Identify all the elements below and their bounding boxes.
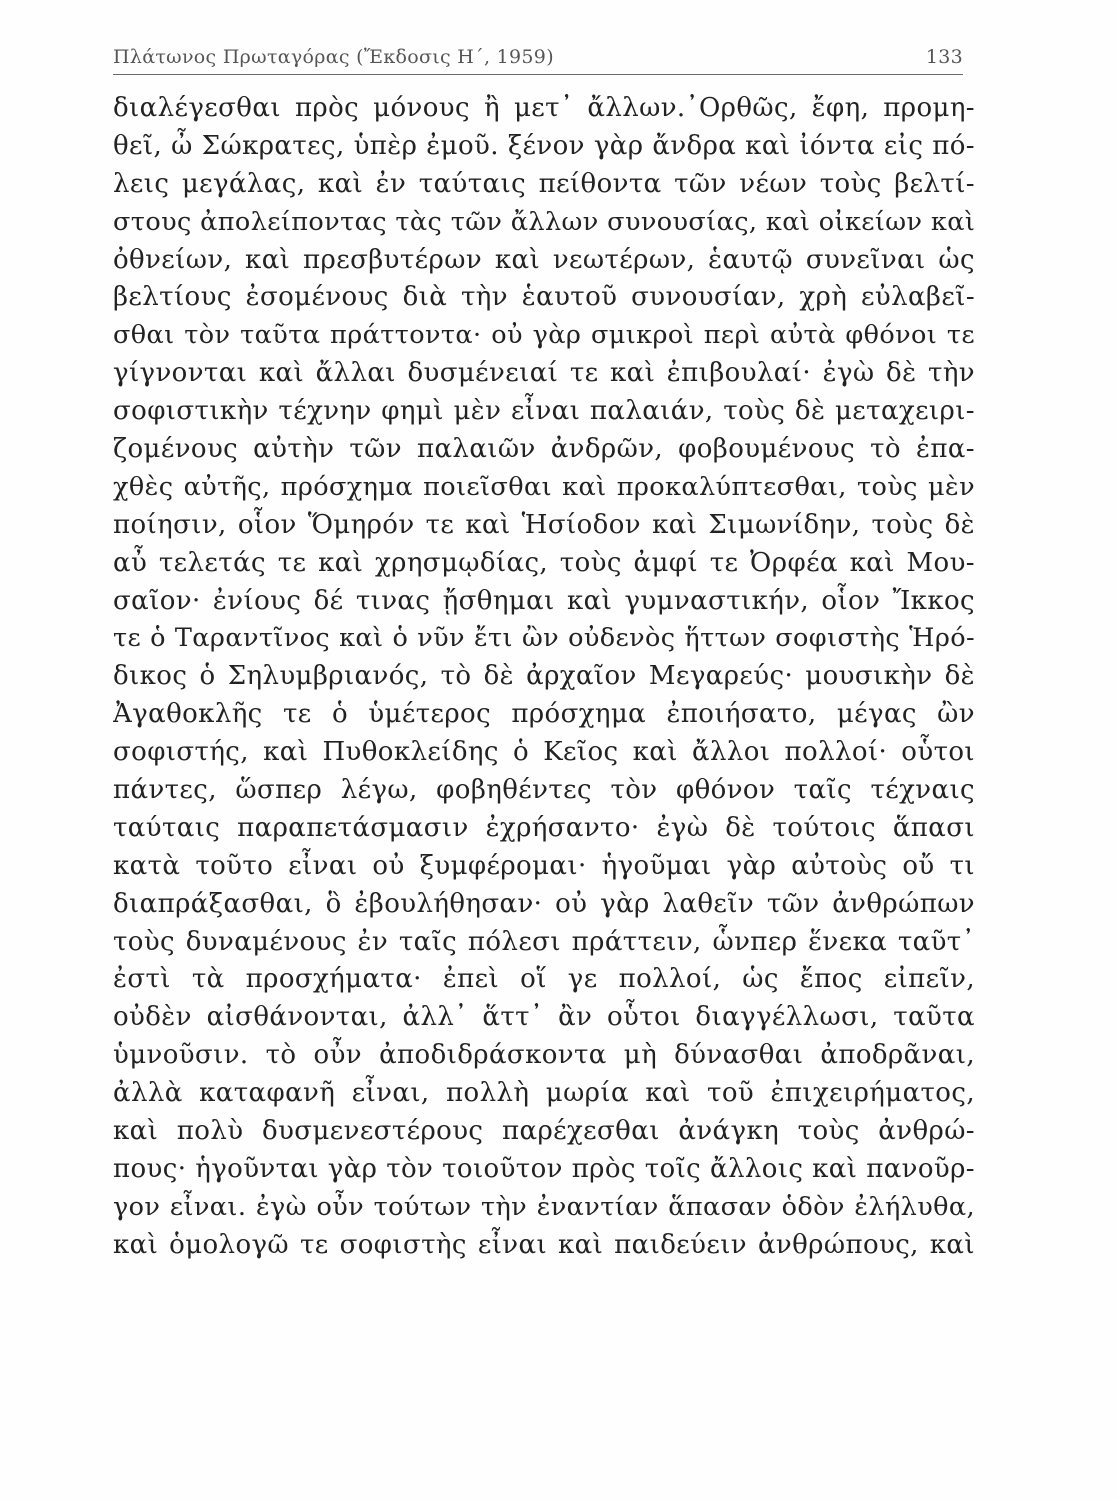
text-line: πους· ἡγοῦνται γὰρ τὸν τοιοῦτον πρὸς τοῖς ἄλλοις καὶ πανοῦρ- — [113, 1153, 975, 1184]
text-line: σαῖον· ἐνίους δέ τινας ᾔσθημαι καὶ γυμναστικήν, οἷον Ἴκκος — [113, 585, 975, 616]
text-line: λεις μεγάλας, καὶ ἐν ταύταις πείθοντα τῶν νέων τοὺς βελτί- — [113, 168, 975, 199]
text-line: γίγνονται καὶ ἄλλαι δυσμένειαί τε καὶ ἐπιβουλαί· ἐγὼ δὲ τὴν — [113, 358, 975, 389]
text-line: σθαι τὸν ταῦτα πράττοντα· οὐ γὰρ σμικροὶ περὶ αὐτὰ φθόνοι τε — [113, 320, 975, 351]
text-line: διαπράξασθαι, ὃ ἐβουλήθησαν· οὐ γὰρ λαθεῖν τῶν ἀνθρώπων — [113, 888, 975, 919]
text-line: κατὰ τοῦτο εἶναι οὐ ξυμφέρομαι· ἡγοῦμαι γὰρ αὐτοὺς οὔ τι — [113, 850, 975, 881]
text-line: σοφιστής, καὶ Πυθοκλείδης ὁ Κεῖος καὶ ἄλλοι πολλοί· οὗτοι — [113, 737, 975, 768]
running-header — [113, 40, 963, 75]
text-line: ὑμνοῦσιν. τὸ οὖν ἀποδιδράσκοντα μὴ δύνασθαι ἀποδρᾶναι, — [113, 1040, 975, 1071]
text-line: τοὺς δυναμένους ἐν ταῖς πόλεσι πράττειν, ὧνπερ ἕνεκα ταῦτ᾽ — [113, 926, 975, 957]
text-line: σοφιστικὴν τέχνην φημὶ μὲν εἶναι παλαιάν, τοὺς δὲ μεταχειρι- — [113, 396, 975, 427]
header-title: Πλάτωνος Πρωταγόρας (Ἔκδοσις Η΄, 1959) — [113, 46, 554, 68]
text-line: καὶ ὁμολογῶ τε σοφιστὴς εἶναι καὶ παιδεύειν ἀνθρώπους, καὶ — [113, 1229, 975, 1260]
text-line: τε ὁ Ταραντῖνος καὶ ὁ νῦν ἔτι ὢν οὐδενὸς ἥττων σοφιστὴς Ἡρό- — [113, 623, 975, 654]
text-line: βελτίους ἐσομένους διὰ τὴν ἑαυτοῦ συνουσίαν, χρὴ εὐλαβεῖ- — [113, 282, 975, 313]
text-line: ἐστὶ τὰ προσχήματα· ἐπεὶ οἵ γε πολλοί, ὡς ἔπος εἰπεῖν, — [113, 964, 975, 995]
text-line: ταύταις παραπετάσμασιν ἐχρήσαντο· ἐγὼ δὲ τούτοις ἅπασι — [113, 812, 975, 843]
text-line: πάντες, ὥσπερ λέγω, φοβηθέντες τὸν φθόνον ταῖς τέχναις — [113, 775, 975, 806]
text-line: δικος ὁ Σηλυμβριανός, τὸ δὲ ἀρχαῖον Μεγαρεύς· μουσικὴν δὲ — [113, 661, 975, 692]
page-number: 133 — [925, 46, 963, 68]
text-line: ὀθνείων, καὶ πρεσβυτέρων καὶ νεωτέρων, ἑαυτῷ συνεῖναι ὡς — [113, 244, 975, 275]
text-line: καὶ πολὺ δυσμενεστέρους παρέχεσθαι ἀνάγκη τοὺς ἀνθρώ- — [113, 1116, 975, 1147]
text-line: ποίησιν, οἷον Ὅμηρόν τε καὶ Ἡσίοδον καὶ Σιμωνίδην, τοὺς δὲ — [113, 509, 975, 540]
text-line: θεῖ, ὦ Σώκρατες, ὑπὲρ ἐμοῦ. ξένον γὰρ ἄνδρα καὶ ἰόντα εἰς πό- — [113, 130, 975, 161]
text-line: Ἀγαθοκλῆς τε ὁ ὑμέτερος πρόσχημα ἐποιήσατο, μέγας ὢν — [113, 699, 975, 730]
text-line: χθὲς αὐτῆς, πρόσχημα ποιεῖσθαι καὶ προκαλύπτεσθαι, τοὺς μὲν — [113, 471, 975, 502]
body-text — [113, 90, 975, 1265]
text-line: διαλέγεσθαι πρὸς μόνους ἢ μετ᾽ ἄλλων.᾽Ορθῶς, ἔφη, προμη- — [113, 93, 975, 123]
text-line: ἀλλὰ καταφανῆ εἶναι, πολλὴ μωρία καὶ τοῦ ἐπιχειρήματος, — [113, 1078, 975, 1109]
text-line: αὖ τελετάς τε καὶ χρησμῳδίας, τοὺς ἀμφί τε Ὀρφέα καὶ Μου- — [113, 547, 975, 578]
text-line: ζομένους αὐτὴν τῶν παλαιῶν ἀνδρῶν, φοβουμένους τὸ ἐπα- — [113, 434, 975, 465]
text-line: οὐδὲν αἰσθάνονται, ἀλλ᾽ ἅττ᾽ ἂν οὗτοι διαγγέλλωσι, ταῦτα — [113, 1002, 975, 1033]
text-line: στους ἀπολείποντας τὰς τῶν ἄλλων συνουσίας, καὶ οἰκείων καὶ — [113, 206, 975, 237]
text-line: γον εἶναι. ἐγὼ οὖν τούτων τὴν ἐναντίαν ἅπασαν ὁδὸν ἐλήλυθα, — [113, 1191, 975, 1222]
